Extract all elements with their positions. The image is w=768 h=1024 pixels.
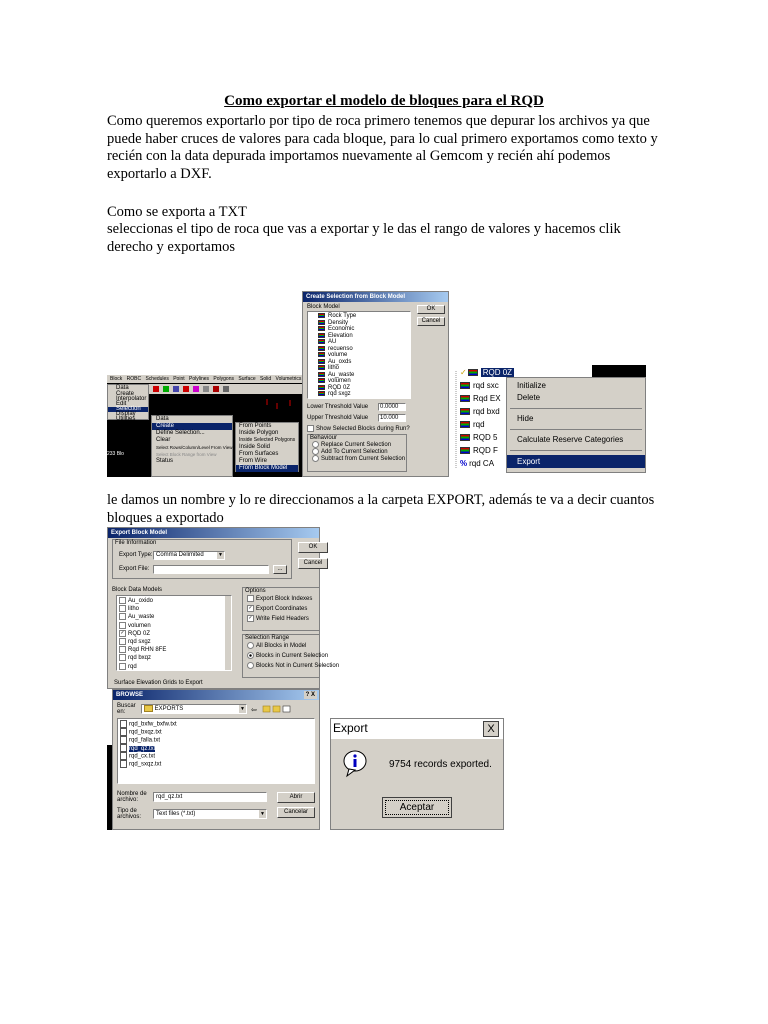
block-model-checkbox[interactable] [119, 646, 231, 654]
menu-item-data[interactable]: Data [116, 385, 129, 391]
filetype-select[interactable] [153, 809, 267, 819]
model-color-icon [318, 372, 325, 377]
create-subsubmenu [235, 422, 299, 472]
folder-icon [144, 705, 153, 712]
submenu-data[interactable]: Data [156, 416, 169, 422]
checkbox-icon: ✓ [120, 629, 125, 636]
subsubmenu-from-wire[interactable]: From Wire [239, 458, 267, 464]
toolbar [149, 384, 302, 394]
browse-button[interactable]: ... [273, 565, 287, 574]
menu-surface[interactable]: Surface [238, 376, 256, 382]
file-name: rqd_falla.txt [129, 737, 161, 744]
export-block-indexes-checkbox[interactable] [243, 594, 319, 604]
tree-item-label: RQD F [473, 446, 498, 455]
block-model-item-label: volume [328, 352, 348, 359]
upper-threshold-input[interactable]: 10.000 [378, 414, 406, 422]
subsubmenu-from-surfaces[interactable]: From Surfaces [239, 451, 279, 457]
chevron-down-icon: ▼ [240, 706, 245, 712]
checkbox-icon [119, 605, 126, 612]
blocks-not-in-selection-label: Blocks Not in Current Selection [256, 663, 340, 669]
menu-polygons[interactable]: Polygons [213, 376, 234, 382]
model-color-icon [460, 395, 470, 402]
menu-item-selection[interactable]: Selection [108, 407, 148, 412]
show-selected-label: Show Selected Blocks during Run? [316, 426, 410, 433]
block-model-item-label: recuenso [328, 345, 353, 352]
second-paragraph: le damos un nombre y lo re direccionamos a la carpeta EXPORT, además te va a decir cuantos bloques a exportado [107, 492, 655, 526]
checkbox-icon [119, 638, 126, 645]
file-info-group [112, 539, 292, 579]
block-model-label: Au_waste [128, 614, 155, 621]
context-calculate-reserve[interactable]: Calculate Reserve Categories [517, 435, 624, 444]
block-model-label: Au_oxido [128, 598, 154, 605]
export-type-select[interactable] [153, 551, 225, 560]
menu-item-interpolator[interactable]: Interpolator [116, 396, 147, 402]
model-color-icon [318, 326, 325, 331]
model-color-icon [318, 359, 325, 364]
menu-volumetrics[interactable]: Volumetrics [275, 376, 302, 382]
export-coordinates-checkbox[interactable]: ✓ Export Coordinates [248, 604, 308, 612]
filetype-label: Tipo de archivos: [117, 808, 142, 820]
block-model-label: rqd [128, 663, 137, 670]
dialog-title: Create Selection from Block Model [303, 292, 448, 302]
help-close-buttons[interactable]: ? X [305, 692, 315, 698]
text-file-icon [120, 744, 127, 752]
blocks-not-in-selection-radio[interactable] [243, 661, 340, 671]
red-grid-marks [262, 397, 302, 417]
menu-robc[interactable]: ROBC [126, 376, 142, 382]
block-model-checkbox[interactable] [119, 630, 231, 638]
menu-polylines[interactable]: Polylines [189, 376, 210, 382]
text-file-icon [120, 752, 127, 760]
export-file-label: Export File: [119, 566, 150, 572]
subsubmenu-inside-polygon[interactable]: Inside Polygon [239, 430, 279, 436]
info-icon [343, 749, 367, 777]
model-color-icon [468, 369, 478, 376]
text-file-icon [120, 760, 127, 768]
file-name: rqd_bxqz.txt [129, 729, 162, 736]
upper-threshold-label: Upper Threshold Value [307, 415, 369, 421]
file-info-label: File Information [115, 540, 157, 546]
dialog-title: Export Block Model [108, 528, 319, 538]
subtract-selection-radio[interactable] [308, 455, 406, 462]
subsubmenu-from-block-model[interactable]: From Block Model [236, 465, 298, 472]
main-menu [107, 384, 149, 420]
block-model-checkbox[interactable] [119, 613, 231, 621]
selection-range-group [242, 634, 340, 678]
ok-button[interactable]: OK [298, 542, 328, 553]
text-file-icon [120, 736, 127, 744]
menu-item-create[interactable]: Create [116, 391, 135, 397]
block-model-list[interactable] [307, 311, 411, 399]
model-color-icon [460, 434, 470, 441]
submenu-clear[interactable]: Clear [156, 437, 171, 443]
lower-threshold-input[interactable]: 0.0000 [378, 403, 406, 411]
context-export[interactable]: Export [507, 455, 645, 468]
model-color-icon [318, 333, 325, 338]
tree-item-label: rqd bxd [473, 407, 500, 416]
behaviour-label: Behaviour [310, 435, 338, 441]
message-title: Export [333, 721, 368, 735]
model-color-icon [318, 313, 325, 318]
create-selection-dialog [302, 291, 449, 477]
submenu-select-range[interactable]: Select Block Range from View [156, 452, 217, 457]
block-model-label: rqd bxqz [128, 655, 152, 662]
percent-icon: % [460, 459, 468, 468]
section-heading: Como se exporta a TXT [107, 204, 247, 220]
block-models-list[interactable] [116, 595, 232, 671]
export-type-label: Export Type: [119, 552, 153, 558]
chevron-down-icon: ▼ [218, 552, 223, 558]
check-icon: ✓ [460, 368, 467, 377]
block-model-item[interactable] [318, 391, 410, 398]
file-item[interactable] [120, 720, 314, 728]
subtract-selection-label: Subtract from Current Selection [321, 456, 406, 463]
model-color-icon [318, 378, 325, 383]
block-model-item-label: RQD 0Z [328, 384, 351, 391]
block-model-checkbox[interactable] [119, 605, 231, 613]
block-model-item-label: Au_waste [328, 371, 355, 378]
model-color-icon [318, 320, 325, 325]
tree-item-label: RQD 0Z [482, 368, 513, 377]
tree-item-label: Rqd EX [473, 394, 501, 403]
scrollbar[interactable] [225, 596, 231, 670]
block-model-item-label: Au_oxds [328, 358, 352, 365]
surface-grids-label: Surface Elevation Grids to Export [114, 680, 203, 686]
subsubmenu-inside-solid[interactable]: Inside Solid [239, 444, 271, 450]
browse-dialog [112, 689, 320, 830]
block-model-item-label: volumen [328, 378, 351, 385]
cancel-button[interactable]: Cancel [298, 558, 328, 569]
file-name: rqd_bxfw_bxfw.txt [129, 721, 177, 728]
menu-solid[interactable]: Solid [260, 376, 272, 382]
write-field-headers-label: Write Field Headers [256, 616, 309, 622]
selection-range-label: Selection Range [245, 635, 290, 641]
submenu-select-rows[interactable]: Select Rows/Column/Level From View [156, 445, 233, 450]
menu-item-edit[interactable]: Edit [116, 401, 127, 407]
export-block-indexes-label: Export Block Indexes [256, 596, 313, 602]
file-name: rqd_cx.txt [129, 753, 156, 760]
file-item[interactable] [120, 736, 314, 744]
options-label: Options [245, 588, 266, 594]
subsubmenu-inside-selected-polygons[interactable]: Inside Selected Polygons [239, 437, 296, 443]
model-color-icon [460, 447, 470, 454]
message-text: 9754 records exported. [389, 759, 492, 770]
document-title: Como exportar el modelo de bloques para el RQD [224, 93, 544, 109]
block-data-label: Block Data Models [112, 587, 163, 593]
blocks-in-selection-label: Blocks in Current Selection [256, 653, 329, 659]
submenu-define-selection[interactable]: Define Selection... [156, 430, 205, 436]
block-model-item-label: AU [328, 339, 337, 346]
submenu-create[interactable]: Create [152, 423, 232, 430]
write-field-headers-checkbox[interactable]: ✓ Write Field Headers [248, 614, 309, 622]
file-name: rqd_sxqz.txt [129, 761, 162, 768]
model-color-icon [318, 385, 325, 390]
submenu-status[interactable]: Status [156, 458, 174, 464]
text-file-icon [120, 728, 127, 736]
menu-point[interactable]: Point [173, 376, 185, 382]
tree-item-label: rqd CA [469, 459, 495, 468]
file-item[interactable] [120, 760, 314, 768]
left-status-label: 233 Blo [107, 451, 124, 457]
menu-block[interactable]: Block [110, 376, 123, 382]
model-color-icon [460, 421, 470, 428]
folder-name: EXPORTS [154, 706, 184, 713]
file-list[interactable] [117, 718, 315, 784]
separator [510, 429, 642, 430]
filename-label: Nombre de archivo: [117, 791, 147, 803]
block-model-label: Rqd RHN 8FE [128, 647, 167, 654]
block-model-label: rqd sxgz [128, 639, 151, 646]
checkbox-icon [119, 613, 126, 620]
cancel-button[interactable]: Cancel [417, 317, 445, 326]
menu-item-display[interactable]: Display [116, 411, 136, 417]
model-color-icon [318, 339, 325, 344]
filetype-value: Text files (*.txt) [156, 811, 196, 817]
model-color-icon [460, 408, 470, 415]
replace-selection-label: Replace Current Selection [321, 442, 392, 449]
model-color-icon [318, 352, 325, 357]
browse-title-bar [113, 690, 319, 700]
section-text: seleccionas el tipo de roca que vas a exportar y le das el rango de valores y hacemos clik derecho y exportamos [107, 221, 621, 255]
block-model-label: RQD 0Z [128, 630, 151, 637]
model-color-icon [318, 365, 325, 370]
block-model-checkbox[interactable] [119, 654, 231, 662]
block-model-checkbox[interactable] [119, 597, 231, 605]
export-type-value: Comma Delimited [156, 552, 204, 558]
browse-toolbar-icons[interactable] [251, 704, 291, 714]
context-delete[interactable]: Delete [517, 393, 541, 402]
all-blocks-radio[interactable] [243, 641, 319, 651]
svg-text:⇦: ⇦ [251, 706, 257, 714]
accept-button[interactable]: Aceptar [382, 797, 452, 818]
intro-paragraph: Como queremos exportarlo por tipo de roca primero tenemos que depurar los archivos ya que puede haber cruces de valores para cada bloque, para lo cual primero exportamos como texto y recién con la data depurada importamos nuevamente al Gemcom y recién ahí podemos exportarlo a DXF. [107, 113, 658, 182]
message-title-bar [331, 719, 503, 740]
block-model-item-label: litho [328, 365, 340, 372]
export-coordinates-label: Export Coordinates [256, 606, 308, 612]
gems-menu-screenshot [107, 375, 302, 477]
add-selection-label: Add To Current Selection [321, 449, 388, 456]
model-color-icon [318, 346, 325, 351]
checkbox-icon [119, 646, 126, 653]
separator [510, 450, 642, 451]
context-hide[interactable]: Hide [517, 414, 534, 423]
file-item[interactable] [120, 744, 314, 752]
add-selection-radio[interactable] [308, 448, 406, 455]
lower-threshold-label: Lower Threshold Value [307, 404, 369, 410]
block-model-item-label: Rock Type [328, 313, 357, 320]
options-group [242, 587, 320, 631]
lookin-label: Buscar en: [117, 703, 136, 715]
block-model-checkbox[interactable] [119, 663, 231, 671]
subsubmenu-from-points[interactable]: From Points [239, 423, 272, 429]
block-model-checkbox[interactable] [119, 638, 231, 646]
block-model-label: litho [128, 606, 140, 613]
context-initialize[interactable]: Initialize [517, 381, 546, 390]
model-color-icon [318, 391, 325, 396]
menu-bar [107, 375, 302, 383]
file-item[interactable] [120, 728, 314, 736]
menu-item-utilities[interactable]: Utilities [116, 416, 136, 422]
model-color-icon [460, 382, 470, 389]
context-menu-screenshot [450, 365, 646, 477]
selection-submenu [151, 415, 233, 477]
show-selected-checkbox[interactable] [307, 425, 410, 432]
cancel-button[interactable]: Cancelar [277, 807, 315, 818]
file-item[interactable] [120, 752, 314, 760]
checkbox-icon [119, 654, 126, 661]
menu-schedules[interactable]: Schedules [145, 376, 169, 382]
all-blocks-label: All Blocks in Model [256, 643, 307, 649]
browse-title: BROWSE [116, 692, 143, 698]
export-block-model-dialog [107, 527, 340, 689]
chevron-down-icon: ▼ [260, 811, 265, 817]
block-model-checkbox[interactable] [119, 622, 231, 630]
block-model-item-label: Economic [328, 326, 355, 333]
checkbox-icon [119, 663, 126, 670]
ok-button[interactable]: OK [417, 305, 445, 314]
open-button[interactable]: Abrir [277, 792, 315, 803]
export-file-input[interactable] [153, 565, 269, 574]
export-message-box [330, 718, 504, 830]
behaviour-group [307, 434, 407, 472]
block-model-item-label: Density [328, 319, 349, 326]
file-name: rqd_qz.txt [129, 745, 156, 752]
dark-sidebar-strip [107, 745, 112, 830]
text-file-icon [120, 720, 127, 728]
filename-input[interactable]: rqd_qz.txt [153, 792, 267, 802]
tree-item-label: rqd [473, 420, 485, 429]
blocks-in-selection-radio[interactable] [243, 651, 329, 661]
separator [510, 408, 642, 409]
block-model-label: Block Model [307, 304, 340, 310]
tree-item-label: rqd sxc [473, 381, 499, 390]
block-model-item-label: Elevation [328, 332, 353, 339]
tree-item-label: RQD 5 [473, 433, 498, 442]
close-button[interactable]: X [483, 721, 499, 737]
checkbox-icon [119, 597, 126, 604]
toolbar-icons [149, 384, 302, 394]
folder-select[interactable] [141, 704, 247, 714]
replace-selection-radio[interactable] [308, 441, 406, 448]
checkbox-icon [119, 622, 126, 629]
block-model-item-label: rqd sxgz [328, 391, 351, 398]
block-model-label: volumen [128, 622, 151, 629]
context-menu [506, 377, 646, 473]
